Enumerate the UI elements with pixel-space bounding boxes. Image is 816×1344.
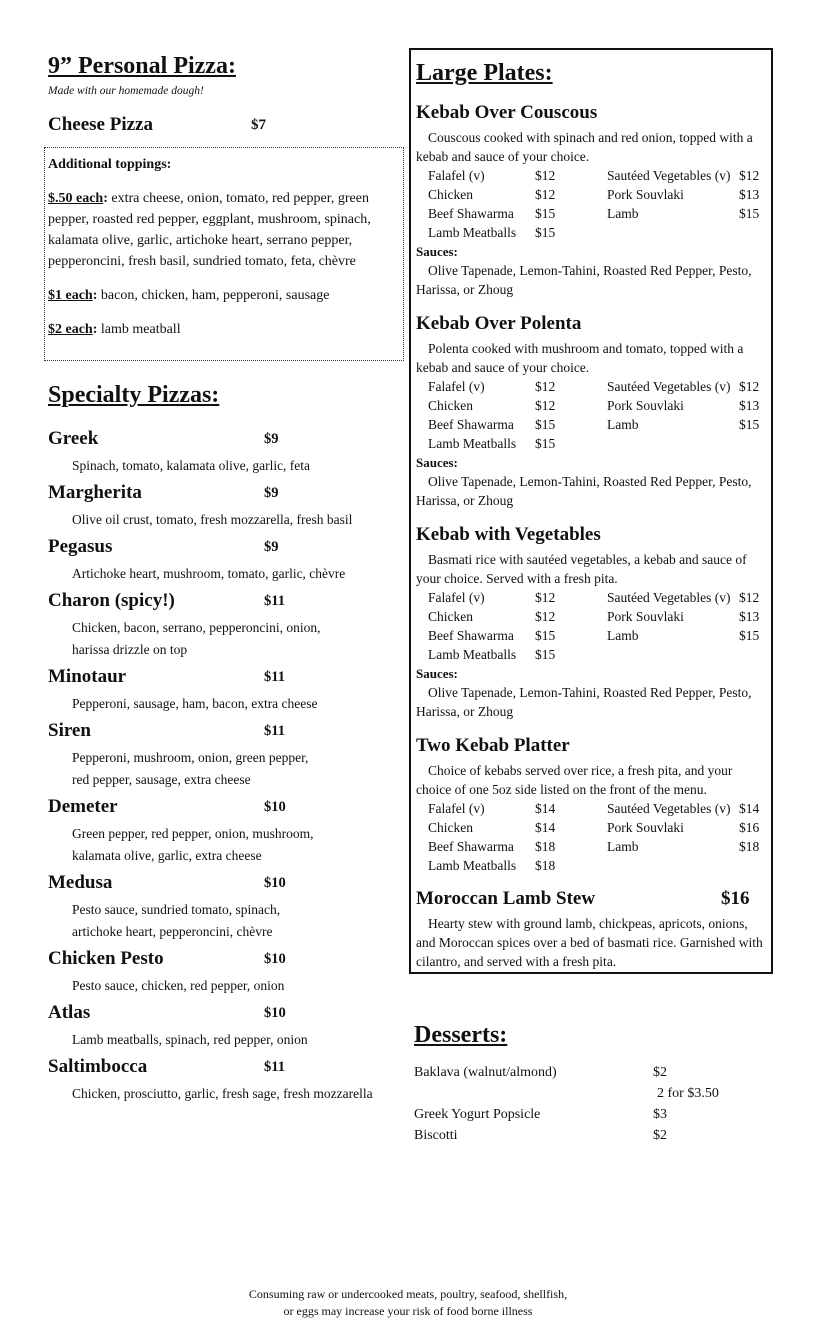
dessert-price: $2 bbox=[653, 1065, 667, 1080]
cheese-pizza-name: Cheese Pizza bbox=[48, 114, 153, 135]
sauces-block bbox=[416, 453, 770, 510]
pizza-price: $9 bbox=[264, 431, 279, 447]
item-name: Pork Souvlaki bbox=[607, 820, 684, 835]
section-intro: Basmati rice with sautéed vegetables, a kebab and sauce of your choice. Served with a fresh pita. bbox=[416, 552, 747, 586]
item-price: $13 bbox=[739, 609, 760, 624]
item-name: Beef Shawarma bbox=[428, 839, 514, 854]
pizza-name: Demeter bbox=[48, 796, 118, 817]
pizza-desc: Spinach, tomato, kalamata olive, garlic, feta bbox=[72, 458, 311, 473]
price-row bbox=[416, 415, 772, 434]
pizza-desc-line: Pepperoni, mushroom, onion, green pepper, bbox=[72, 750, 309, 765]
cheese-pizza-price: $7 bbox=[251, 117, 266, 133]
pizza-desc bbox=[72, 617, 402, 661]
price-row bbox=[416, 837, 772, 856]
pizza-desc-line: red pepper, sausage, extra cheese bbox=[72, 772, 251, 787]
item-name: Chicken bbox=[428, 187, 473, 202]
dessert-price-extra: 2 for $3.50 bbox=[657, 1086, 719, 1101]
desserts-heading: Desserts: bbox=[414, 1022, 508, 1048]
item-price: $15 bbox=[535, 628, 556, 643]
item-name: Falafel (v) bbox=[428, 801, 485, 816]
specialty-pizzas-heading: Specialty Pizzas: bbox=[48, 382, 220, 408]
item-price: $12 bbox=[535, 590, 556, 605]
section-title: Moroccan Lamb Stew bbox=[416, 888, 596, 909]
pizza-desc: Olive oil crust, tomato, fresh mozzarella, fresh basil bbox=[72, 512, 353, 527]
sauces-block bbox=[416, 664, 770, 721]
item-name: Falafel (v) bbox=[428, 379, 485, 394]
food-safety-notice bbox=[0, 1286, 816, 1320]
pizza-desc-line: artichoke heart, pepperoncini, chèvre bbox=[72, 924, 273, 939]
item-name: Lamb Meatballs bbox=[428, 225, 517, 240]
item-name: Chicken bbox=[428, 820, 473, 835]
item-price: $12 bbox=[535, 187, 556, 202]
pizza-price: $11 bbox=[264, 669, 285, 685]
item-name: Sautéed Vegetables (v) bbox=[607, 590, 731, 605]
pizza-name: Saltimbocca bbox=[48, 1056, 148, 1077]
section-title: Kebab Over Couscous bbox=[416, 102, 598, 123]
pizza-desc-line: kalamata olive, garlic, extra cheese bbox=[72, 848, 262, 863]
toppings-2-label: $2 each bbox=[48, 322, 93, 337]
item-name: Falafel (v) bbox=[428, 590, 485, 605]
item-price: $12 bbox=[535, 379, 556, 394]
item-name: Chicken bbox=[428, 609, 473, 624]
item-name: Lamb bbox=[607, 206, 639, 221]
item-name: Lamb Meatballs bbox=[428, 436, 517, 451]
section-intro: Polenta cooked with mushroom and tomato, topped with a kebab and sauce of your choice. bbox=[416, 341, 744, 375]
toppings-1-label: $1 each bbox=[48, 288, 93, 303]
item-price: $14 bbox=[535, 820, 556, 835]
toppings-1-items: bacon, chicken, ham, pepperoni, sausage bbox=[100, 288, 330, 303]
pizza-price: $11 bbox=[264, 1059, 285, 1075]
dessert-name: Biscotti bbox=[414, 1128, 458, 1143]
sauces-label: Sauces: bbox=[416, 244, 458, 259]
dessert-price: $2 bbox=[653, 1128, 667, 1143]
item-price: $12 bbox=[739, 590, 760, 605]
item-name: Pork Souvlaki bbox=[607, 187, 684, 202]
item-name: Pork Souvlaki bbox=[607, 609, 684, 624]
pizza-desc: Lamb meatballs, spinach, red pepper, onion bbox=[72, 1032, 308, 1047]
toppings-box bbox=[44, 147, 404, 361]
price-row bbox=[416, 223, 772, 242]
pizza-desc-line: harissa drizzle on top bbox=[72, 642, 188, 657]
item-price: $14 bbox=[739, 801, 760, 816]
item-price: $15 bbox=[739, 628, 760, 643]
pizza-name: Greek bbox=[48, 428, 99, 449]
section-intro: Hearty stew with ground lamb, chickpeas, apricots, onions, and Moroccan spices over a bed of basmati rice. Garnished with cilantro, and served with a fresh pita. bbox=[416, 916, 763, 969]
price-row bbox=[416, 434, 772, 453]
item-name: Sautéed Vegetables (v) bbox=[607, 801, 731, 816]
item-price: $18 bbox=[739, 839, 760, 854]
item-price: $18 bbox=[535, 858, 556, 873]
price-row bbox=[416, 588, 772, 607]
item-name: Chicken bbox=[428, 398, 473, 413]
sauces-label: Sauces: bbox=[416, 666, 458, 681]
pizza-price: $10 bbox=[264, 1005, 286, 1021]
pizza-desc: Pesto sauce, chicken, red pepper, onion bbox=[72, 978, 285, 993]
section-intro: Choice of kebabs served over rice, a fresh pita, and your choice of one 5oz side listed on the front of the menu. bbox=[416, 763, 733, 797]
pizza-price: $11 bbox=[264, 723, 285, 739]
toppings-heading: Additional toppings: bbox=[48, 157, 172, 172]
dessert-price: $3 bbox=[653, 1107, 667, 1122]
large-plates-heading: Large Plates: bbox=[416, 60, 553, 86]
pizza-name: Chicken Pesto bbox=[48, 948, 164, 969]
sauces-text: Olive Tapenade, Lemon-Tahini, Roasted Red Pepper, Pesto, Harissa, or Zhoug bbox=[416, 474, 752, 508]
section-title: Kebab with Vegetables bbox=[416, 524, 601, 545]
notice-line: or eggs may increase your risk of food borne illness bbox=[283, 1304, 533, 1318]
item-name: Beef Shawarma bbox=[428, 206, 514, 221]
toppings-1-line: $1 each: bacon, chicken, ham, pepperoni, sausage bbox=[48, 288, 330, 303]
pizza-name: Margherita bbox=[48, 482, 142, 503]
item-name: Lamb bbox=[607, 628, 639, 643]
pizza-desc-line: Pesto sauce, sundried tomato, spinach, bbox=[72, 902, 281, 917]
pizza-desc-line: Green pepper, red pepper, onion, mushroom, bbox=[72, 826, 314, 841]
pizza-name: Charon (spicy!) bbox=[48, 590, 175, 611]
pizza-desc: Chicken, prosciutto, garlic, fresh sage, fresh mozzarella bbox=[72, 1086, 373, 1101]
price-grid bbox=[416, 377, 772, 453]
pizza-price: $9 bbox=[264, 485, 279, 501]
pizza-desc bbox=[72, 899, 402, 943]
item-name: Pork Souvlaki bbox=[607, 398, 684, 413]
item-name: Lamb bbox=[607, 839, 639, 854]
pizza-price: $10 bbox=[264, 799, 286, 815]
pizza-desc bbox=[72, 747, 402, 791]
price-row bbox=[416, 166, 772, 185]
sauces-block bbox=[416, 242, 770, 299]
personal-pizza-subtitle: Made with our homemade dough! bbox=[48, 85, 204, 97]
price-row bbox=[416, 645, 772, 664]
item-name: Sautéed Vegetables (v) bbox=[607, 379, 731, 394]
item-price: $12 bbox=[535, 398, 556, 413]
sauces-text: Olive Tapenade, Lemon-Tahini, Roasted Red Pepper, Pesto, Harissa, or Zhoug bbox=[416, 685, 752, 719]
price-row bbox=[416, 185, 772, 204]
pizza-desc bbox=[72, 823, 402, 867]
price-grid bbox=[416, 799, 772, 875]
item-price: $15 bbox=[535, 225, 556, 240]
item-price: $12 bbox=[535, 609, 556, 624]
stew-price: $16 bbox=[721, 888, 750, 909]
item-price: $13 bbox=[739, 398, 760, 413]
section-title: Kebab Over Polenta bbox=[416, 313, 582, 334]
toppings-2-line: $2 each: lamb meatball bbox=[48, 322, 181, 337]
item-name: Lamb Meatballs bbox=[428, 647, 517, 662]
item-price: $14 bbox=[535, 801, 556, 816]
item-price: $18 bbox=[535, 839, 556, 854]
item-price: $16 bbox=[739, 820, 760, 835]
pizza-price: $10 bbox=[264, 951, 286, 967]
dessert-name: Greek Yogurt Popsicle bbox=[414, 1107, 541, 1122]
toppings-50-items: extra cheese, onion, tomato, red pepper, green pepper, roasted red pepper, eggplant, mushroom, spinach, kalamata olive, garlic, artichoke heart, serrano pepper, pepperoncini, fresh basil, sundried tomato, feta, chèvre bbox=[48, 191, 371, 269]
item-price: $15 bbox=[535, 206, 556, 221]
price-row bbox=[416, 377, 772, 396]
pizza-name: Siren bbox=[48, 720, 91, 741]
section-intro: Couscous cooked with spinach and red onion, topped with a kebab and sauce of your choice. bbox=[416, 130, 753, 164]
pizza-desc: Pepperoni, sausage, ham, bacon, extra cheese bbox=[72, 696, 318, 711]
item-name: Sautéed Vegetables (v) bbox=[607, 168, 731, 183]
pizza-desc: Artichoke heart, mushroom, tomato, garlic, chèvre bbox=[72, 566, 346, 581]
pizza-name: Pegasus bbox=[48, 536, 113, 557]
large-plates-box bbox=[409, 48, 773, 974]
sauces-text: Olive Tapenade, Lemon-Tahini, Roasted Red Pepper, Pesto, Harissa, or Zhoug bbox=[416, 263, 752, 297]
item-name: Lamb bbox=[607, 417, 639, 432]
pizza-price: $10 bbox=[264, 875, 286, 891]
pizza-name: Atlas bbox=[48, 1002, 91, 1023]
toppings-2-items: lamb meatball bbox=[100, 322, 181, 337]
dessert-name: Baklava (walnut/almond) bbox=[414, 1065, 557, 1080]
item-price: $12 bbox=[739, 168, 760, 183]
price-row bbox=[416, 856, 772, 875]
pizza-price: $9 bbox=[264, 539, 279, 555]
item-name: Beef Shawarma bbox=[428, 628, 514, 643]
item-name: Falafel (v) bbox=[428, 168, 485, 183]
item-price: $15 bbox=[739, 206, 760, 221]
item-price: $15 bbox=[535, 436, 556, 451]
price-row bbox=[416, 607, 772, 626]
toppings-50-label: $.50 each bbox=[48, 191, 104, 206]
section-title: Two Kebab Platter bbox=[416, 735, 570, 756]
item-price: $12 bbox=[535, 168, 556, 183]
item-name: Beef Shawarma bbox=[428, 417, 514, 432]
price-grid bbox=[416, 166, 772, 242]
price-row bbox=[416, 799, 772, 818]
toppings-50-line: $.50 each: extra cheese, onion, tomato, red pepper, green pepper, roasted red pepper, eggplant, mushroom, spinach, kalamata olive, garlic, artichoke heart, serrano pepper, pepperoncini, fresh basil, sundried tomato, feta, chèvre bbox=[48, 191, 371, 269]
price-row bbox=[416, 396, 772, 415]
notice-line: Consuming raw or undercooked meats, poultry, seafood, shellfish, bbox=[248, 1287, 568, 1301]
item-price: $13 bbox=[739, 187, 760, 202]
item-price: $15 bbox=[535, 647, 556, 662]
pizza-name: Minotaur bbox=[48, 666, 127, 687]
item-price: $15 bbox=[739, 417, 760, 432]
item-price: $12 bbox=[739, 379, 760, 394]
personal-pizza-heading: 9” Personal Pizza: bbox=[48, 53, 236, 79]
price-row bbox=[416, 818, 772, 837]
sauces-label: Sauces: bbox=[416, 455, 458, 470]
pizza-price: $11 bbox=[264, 593, 285, 609]
item-name: Lamb Meatballs bbox=[428, 858, 517, 873]
price-row bbox=[416, 204, 772, 223]
pizza-desc-line: Chicken, bacon, serrano, pepperoncini, onion, bbox=[72, 620, 321, 635]
pizza-name: Medusa bbox=[48, 872, 113, 893]
price-row bbox=[416, 626, 772, 645]
price-grid bbox=[416, 588, 772, 664]
item-price: $15 bbox=[535, 417, 556, 432]
